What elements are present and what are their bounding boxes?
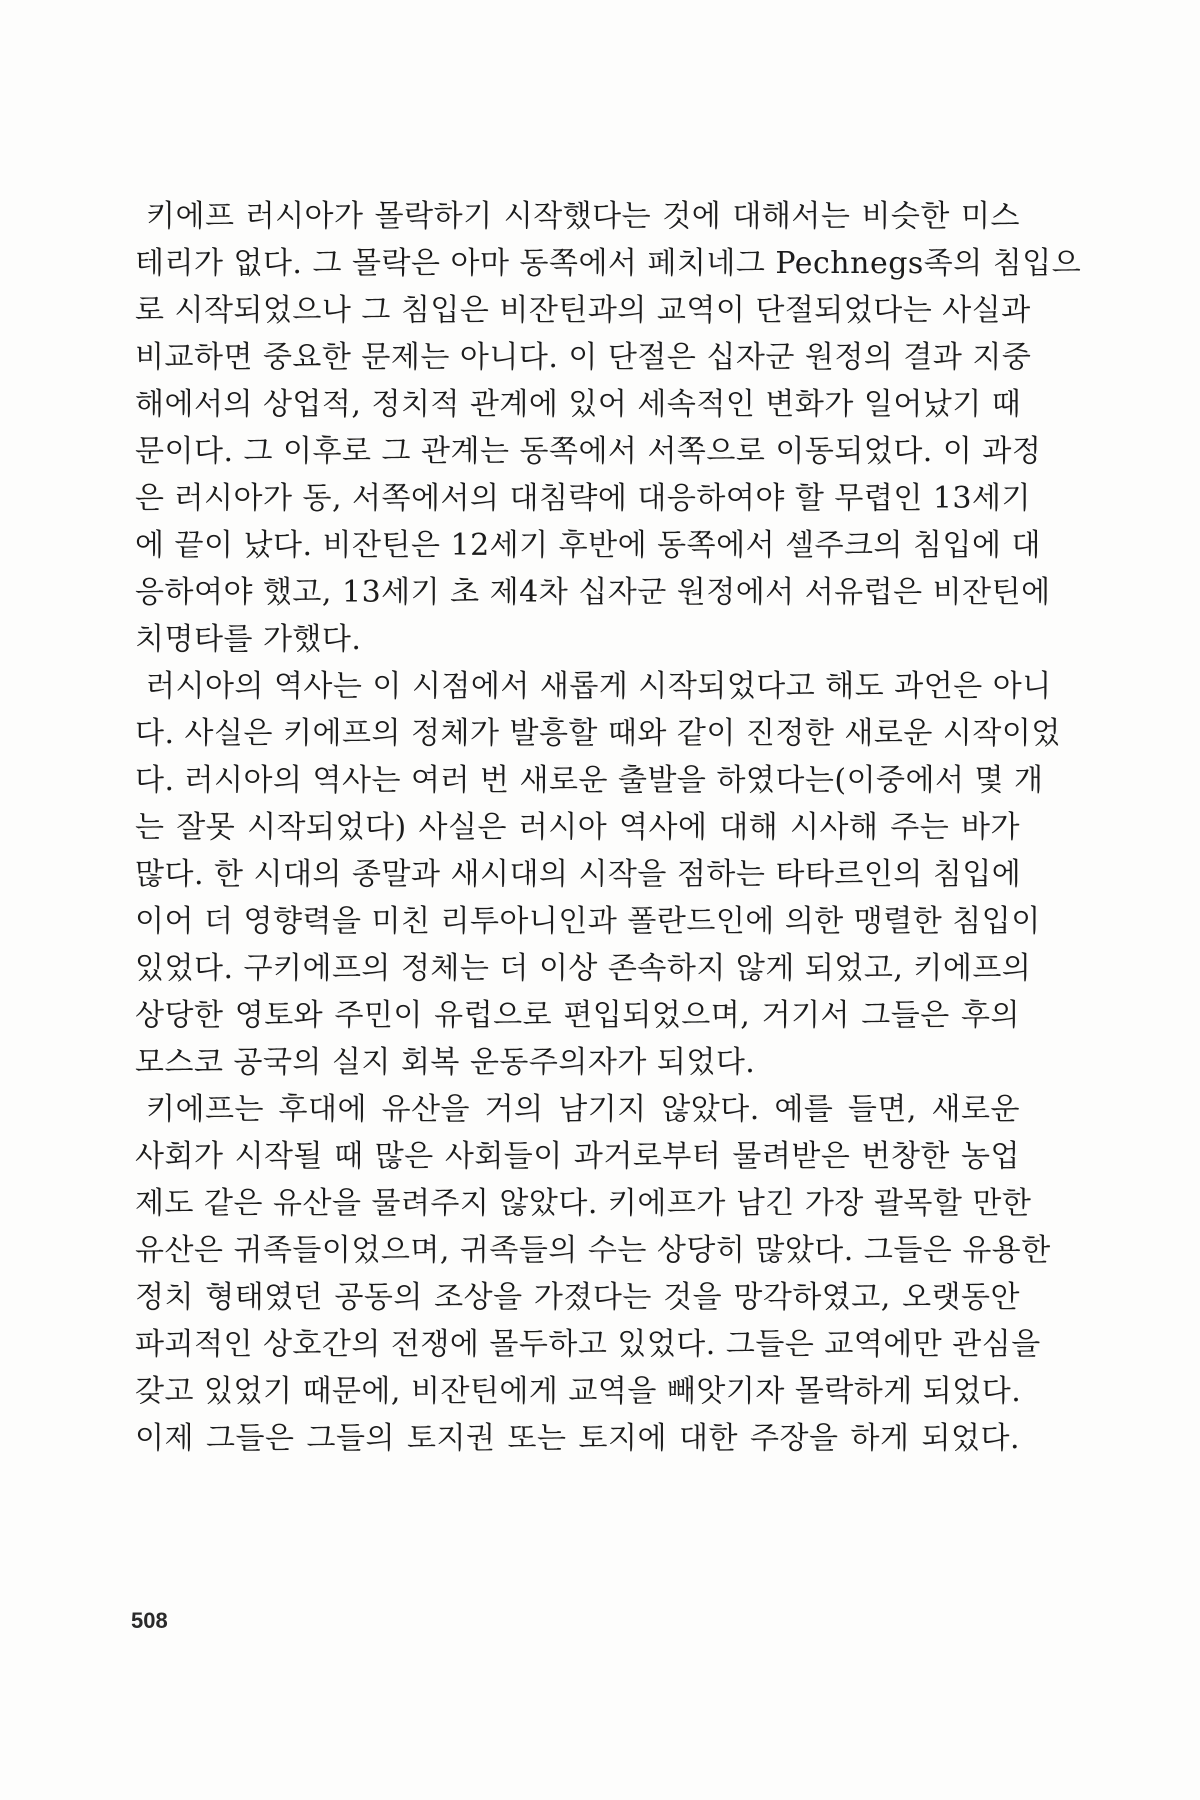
text-line: 이제 그들은 그들의 토지권 또는 토지에 대한 주장을 하게 되었다.: [135, 1421, 1020, 1456]
text-line: 파괴적인 상호간의 전쟁에 몰두하고 있었다. 그들은 교역에만 관심을: [135, 1327, 1041, 1362]
text-line: 응하여야 했고, 13세기 초 제4차 십자군 원정에서 서유럽은 비잔틴에: [135, 575, 1051, 610]
body-text: [135, 193, 1082, 1462]
text-line: 사회가 시작될 때 많은 사회들이 과거로부터 물려받은 번창한 농업: [135, 1139, 1020, 1174]
text-line: 테리가 없다. 그 몰락은 아마 동쪽에서 페치네그 Pechnegs족의 침입으: [135, 246, 1082, 281]
paragraph-1: [135, 193, 1082, 663]
paragraph-2: [135, 663, 1061, 1086]
paragraph-3: [135, 1086, 1051, 1462]
text-line: 은 러시아가 동, 서쪽에서의 대침략에 대응하여야 할 무렵인 13세기: [135, 481, 1031, 516]
text-line: 는 잘못 시작되었다) 사실은 러시아 역사에 대해 시사해 주는 바가: [135, 810, 1020, 845]
text-line: 정치 형태였던 공동의 조상을 가졌다는 것을 망각하였고, 오랫동안: [135, 1280, 1020, 1315]
text-line: 키에프 러시아가 몰락하기 시작했다는 것에 대해서는 비슷한 미스: [146, 199, 1020, 234]
text-line: 있었다. 구키에프의 정체는 더 이상 존속하지 않게 되었고, 키에프의: [135, 951, 1032, 986]
text-line: 이어 더 영향력을 미친 리투아니인과 폴란드인에 의한 맹렬한 침입이: [135, 904, 1041, 939]
text-line: 갖고 있었기 때문에, 비잔틴에게 교역을 빼앗기자 몰락하게 되었다.: [135, 1374, 1022, 1409]
text-line: 다. 사실은 키에프의 정체가 발흥할 때와 같이 진정한 새로운 시작이었: [135, 716, 1061, 751]
page-number: 508: [131, 1608, 168, 1633]
text-line: 문이다. 그 이후로 그 관계는 동쪽에서 서쪽으로 이동되었다. 이 과정: [135, 434, 1042, 469]
text-line: 많다. 한 시대의 종말과 새시대의 시작을 점하는 타타르인의 침입에: [135, 857, 1022, 892]
text-line: 키에프는 후대에 유산을 거의 남기지 않았다. 예를 들면, 새로운: [146, 1092, 1020, 1127]
text-line: 모스코 공국의 실지 회복 운동주의자가 되었다.: [135, 1045, 756, 1080]
text-line: 상당한 영토와 주민이 유럽으로 편입되었으며, 거기서 그들은 후의: [135, 998, 1020, 1033]
text-line: 로 시작되었으나 그 침입은 비잔틴과의 교역이 단절되었다는 사실과: [135, 293, 1031, 328]
text-line: 비교하면 중요한 문제는 아니다. 이 단절은 십자군 원정의 결과 지중: [135, 340, 1032, 375]
text-line: 에 끝이 났다. 비잔틴은 12세기 후반에 동쪽에서 셀주크의 침입에 대: [135, 528, 1042, 563]
text-line: 해에서의 상업적, 정치적 관계에 있어 세속적인 변화가 일어났기 때: [135, 387, 1022, 422]
text-line: 유산은 귀족들이었으며, 귀족들의 수는 상당히 많았다. 그들은 유용한: [135, 1233, 1051, 1268]
text-line: 제도 같은 유산을 물려주지 않았다. 키에프가 남긴 가장 괄목할 만한: [135, 1186, 1032, 1221]
text-line: 다. 러시아의 역사는 여러 번 새로운 출발을 하였다는(이중에서 몇 개: [135, 763, 1044, 798]
text-line: 러시아의 역사는 이 시점에서 새롭게 시작되었다고 해도 과언은 아니: [146, 669, 1052, 704]
text-line: 치명타를 가했다.: [135, 622, 362, 657]
